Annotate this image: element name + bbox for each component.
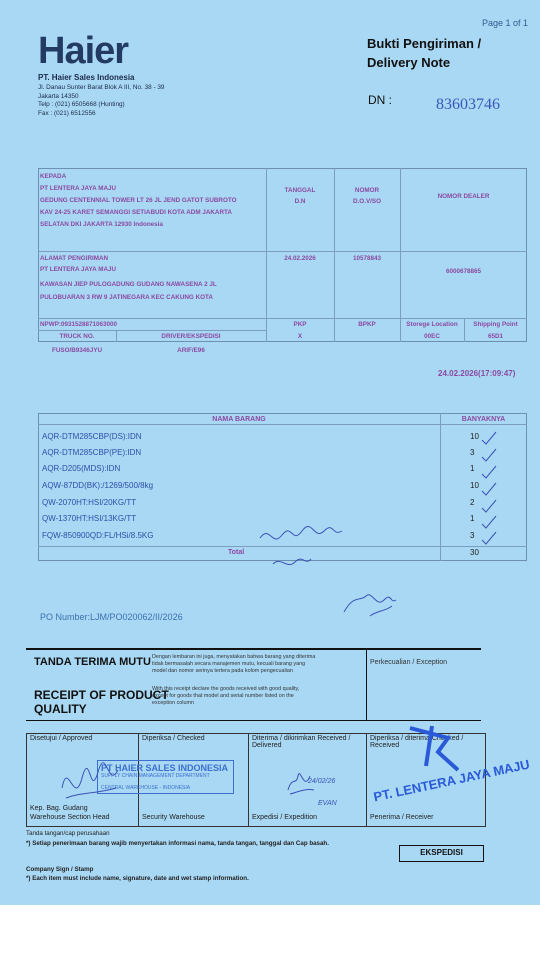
- shipping-point-value: 65D1: [487, 333, 504, 340]
- divider: [38, 251, 527, 252]
- item-qty: 3: [470, 448, 475, 457]
- total-label: Total: [228, 549, 245, 556]
- checked-label: Diperiksa / Checked: [142, 735, 205, 742]
- divider: [366, 733, 367, 827]
- item-name: FQW-850900QD:FL/HSi/8.5KG: [42, 531, 154, 540]
- desc-line: except for goods that model and serial number listed on the: [152, 693, 294, 699]
- item-name: AQW-87DD(BK):/1269/500/8kg: [42, 481, 154, 490]
- dn-label: DN :: [368, 93, 392, 107]
- nomor-label: NOMOR: [354, 187, 380, 194]
- desc-line: tidak bermasalah secara manajemen mutu, kecuali barang yang: [152, 661, 306, 667]
- npwp: NPWP:0931528871063000: [40, 321, 118, 328]
- warehouse-head-label: Kep. Bag. Gudang: [30, 805, 88, 812]
- storage-value: 00EC: [424, 333, 440, 340]
- total-value: 30: [470, 548, 479, 557]
- divider: [38, 424, 527, 425]
- tick-marks: [478, 428, 518, 546]
- receipt-desc-id: [152, 654, 315, 675]
- dn-number: 83603746: [436, 96, 500, 113]
- footer-note-en: *) Each item must include name, signature, date and wet stamp information.: [26, 875, 249, 882]
- storage-label: Storege Location: [406, 321, 458, 328]
- kepada-label: KEPADA: [40, 173, 67, 180]
- handwritten-name: EVAN: [318, 800, 337, 807]
- title-line: Delivery Note: [367, 55, 451, 70]
- item-qty: 1: [470, 464, 475, 473]
- company-address: [38, 84, 164, 118]
- item-qty-header: BANYAKNYA: [461, 416, 506, 423]
- tanggal-value: 24.02.2026: [284, 255, 316, 262]
- handwritten-date: 24/02/26: [308, 778, 336, 785]
- footer-note-id: *) Setiap penerimaan barang wajib menyertakan informasi nama, tanda tangan, tanggal dan Cap basah.: [26, 840, 329, 847]
- shipping-name: PT LENTERA JAYA MAJU: [40, 266, 117, 273]
- company-sign-en: Company Sign / Stamp: [26, 866, 94, 873]
- ekspedisi-copy-label: EKSPEDISI: [399, 845, 484, 862]
- stamp-text: SUPPLY CHAIN MANAGEMENT DEPARTMENT: [101, 773, 210, 779]
- truck-value: FUSO/B9346JYU: [51, 347, 103, 354]
- divider: [366, 648, 367, 720]
- divider: [334, 168, 335, 251]
- approved-signature: [52, 748, 132, 808]
- warehouse-head-label: Warehouse Section Head: [30, 814, 110, 821]
- logo-stamp-icon: [402, 720, 462, 780]
- divider: [400, 168, 401, 251]
- pkp-label: PKP: [293, 321, 307, 328]
- shipping-point-label: Shipping Point: [473, 321, 518, 328]
- title-line: Bukti Pengiriman /: [367, 36, 482, 51]
- stamp-text: PT HAIER SALES INDONESIA: [101, 763, 229, 773]
- address-line: Jakarta 14350: [38, 92, 79, 100]
- shipping-address: KAWASAN JIEP PULOGADUNG GUDANG NAWASENA 2 JL: [40, 281, 217, 288]
- kepada-name: PT LENTERA JAYA MAJU: [40, 185, 117, 192]
- shipping-address-label: ALAMAT PENGIRIMAN: [40, 255, 109, 262]
- pkp-value: X: [297, 333, 303, 340]
- nomor-value: 10578843: [352, 255, 382, 262]
- divider: [38, 318, 527, 319]
- receiver-label: Penerima / Receiver: [370, 814, 434, 821]
- company-sign-id: Tanda tangan/cap perusahaan: [26, 830, 110, 837]
- desc-line: With this receipt declare the goods received with good quality,: [152, 686, 300, 692]
- item-name: QW-2070HT:HSI/20KG/TT: [42, 498, 137, 507]
- dealer-label: NOMOR DEALER: [437, 193, 490, 200]
- nomor-sub: D.O.V/SO: [353, 198, 381, 205]
- tanggal-sub: D.N: [294, 198, 306, 205]
- approved-label: Disetujui / Approved: [30, 735, 93, 742]
- kepada-address: KAV 24-25 KARET SEMANGGI SETIABUDI KOTA ADM JAKARTA: [40, 209, 232, 216]
- company-name: PT. Haier Sales Indonesia: [38, 73, 135, 82]
- address-line: Telp : (021) 6505668 (Hunting): [38, 101, 125, 108]
- divider: [440, 413, 441, 561]
- item-name: AQR-D205(MDS):IDN: [42, 464, 121, 473]
- item-qty: 1: [470, 514, 475, 523]
- item-name-header: NAMA BARANG: [212, 416, 266, 423]
- driver-value: ARIF/E96: [177, 347, 205, 354]
- receiver-company-stamp: PT. LENTERA JAYA MAJU: [372, 756, 531, 805]
- page-indicator: Page 1 of 1: [481, 18, 528, 28]
- tanggal-label: TANGGAL: [284, 187, 316, 194]
- delivered-label: Diterima / dikirimkan Received / Delivered: [252, 735, 351, 749]
- kepada-address: SELATAN DKI JAKARTA 12930 Indonesia: [40, 221, 163, 228]
- haier-logo: Haier: [38, 30, 129, 72]
- security-label: Security Warehouse: [142, 814, 205, 821]
- divider: [248, 733, 249, 827]
- kepada-address: GEDUNG CENTENNIAL TOWER LT 26 JL JEND GATOT SUBROTO: [40, 197, 237, 204]
- po-number: PO Number:LJM/PO020062/II/2026: [40, 612, 183, 622]
- item-name: QW-1370HT:HSI/13KG/TT: [42, 514, 137, 523]
- document-title: [367, 34, 481, 72]
- received-checked-label: Diperiksa / diterima Checked / Received: [370, 735, 464, 749]
- stamp-text: CENTRAL WAREHOUSE - INDONESIA: [101, 785, 191, 791]
- print-timestamp: 24.02.2026(17:09:47): [438, 369, 516, 378]
- receipt-title-id: TANDA TERIMA MUTU: [34, 656, 151, 668]
- truck-label: TRUCK NO.: [59, 333, 95, 340]
- desc-line: exception column: [152, 700, 194, 706]
- item-qty: 10: [470, 432, 479, 441]
- item-qty: 3: [470, 531, 475, 540]
- item-name: AQR-DTM285CBP(PE):IDN: [42, 448, 142, 457]
- desc-line: Dengan lembaran ini juga, menyatakan bahwa barang yang diterima: [152, 654, 316, 660]
- divider: [26, 648, 481, 650]
- expedition-label: Expedisi / Expedition: [252, 814, 317, 821]
- driver-label: DRIVER/EKSPEDISI: [161, 333, 221, 340]
- divider: [38, 330, 266, 331]
- item-qty: 10: [470, 481, 479, 490]
- receipt-desc-en: [152, 686, 299, 707]
- address-line: Jl. Danau Sunter Barat Blok A III, No. 38 - 39: [38, 84, 165, 91]
- address-line: Fax : (021) 6512556: [38, 109, 96, 117]
- receipt-title-en: RECEIPT OF PRODUCT: [34, 688, 169, 702]
- item-name: AQR-DTM285CBP(DS):IDN: [42, 432, 142, 441]
- signature-scribble: [340, 588, 400, 618]
- receipt-title-en: QUALITY: [34, 702, 87, 716]
- dealer-value: 6000678865: [445, 268, 482, 275]
- desc-line: model dan nomor serinya tertera pada kolom pengecualian: [152, 668, 293, 674]
- bpkp-label: BPKP: [358, 321, 376, 328]
- item-qty: 2: [470, 498, 475, 507]
- exception-label: Perkecualian / Exception: [370, 659, 448, 666]
- shipping-address: PULOBUARAN 3 RW 9 JATINEGARA KEC CAKUNG KOTA: [40, 294, 213, 301]
- handwritten-note: [255, 520, 350, 572]
